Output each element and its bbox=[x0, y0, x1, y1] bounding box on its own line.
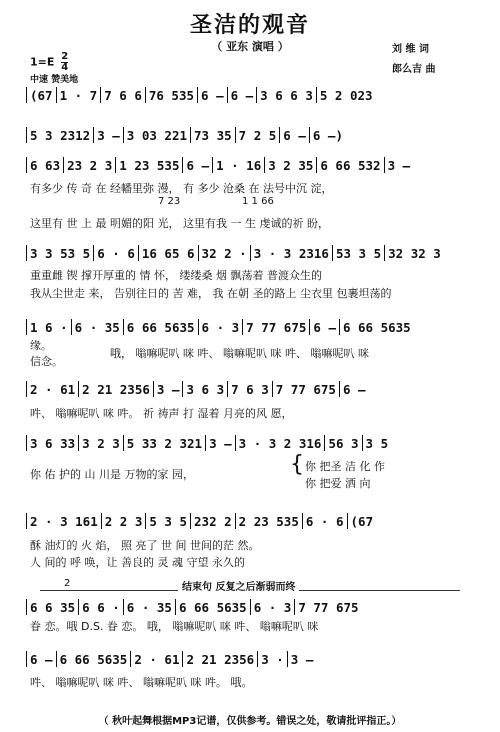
measure: 1 6 · bbox=[26, 319, 72, 335]
upper-note-1166: 1 1 66 bbox=[242, 196, 274, 207]
measure: (67 bbox=[350, 513, 374, 529]
lyric-end1: 缘。 bbox=[30, 339, 52, 352]
measure: 6 · 3 bbox=[199, 319, 244, 335]
lyric-verse-protect: 你 佑 护的 山 川是 万物的家 园， bbox=[30, 468, 194, 481]
measure: 32 32 3 bbox=[388, 245, 441, 261]
measure: 6 · 35 bbox=[124, 599, 176, 615]
measure: 3 6 6 3 bbox=[257, 87, 317, 103]
measure: 5 3 2312 bbox=[26, 127, 94, 143]
lyric-mantra1: 哦， 嗡嘛呢叭 咪 吽、 嗡嘛呢叭 咪 吽、 嗡嘛呢叭 咪 bbox=[110, 347, 369, 360]
lyric-coda1: 眷 恋。哦 D.S. 眷 恋。 哦， 嗡嘛呢叭 咪 吽、 嗡嘛呢叭 咪 bbox=[30, 620, 319, 633]
song-title: 圣洁的观音 bbox=[189, 13, 310, 38]
measure: 7 77 675 bbox=[273, 381, 340, 397]
lyric-verse1-line2: 重重雌 锲 撑开厚重的 情 怀， 缕缕桑 烟 飘荡着 普渡众生的 bbox=[30, 269, 322, 282]
measure: 6 6 · bbox=[79, 599, 124, 615]
tempo-marking: 中速 赞美地 bbox=[30, 75, 79, 85]
score-row bbox=[26, 380, 476, 398]
measure: 3 – bbox=[290, 651, 314, 667]
measure: 2 2 3 bbox=[102, 513, 147, 529]
measure: 3 – bbox=[94, 127, 124, 143]
measure: 3 · 3 2316 bbox=[251, 245, 333, 261]
score-row bbox=[26, 434, 476, 452]
measure: 6 · 35 bbox=[72, 319, 124, 335]
score-row bbox=[26, 126, 476, 144]
measure: 3 5 bbox=[365, 435, 389, 451]
upper-note-723: 7 23 bbox=[158, 196, 181, 207]
ending-number: 2 bbox=[64, 578, 71, 589]
measure: 6 · 3 bbox=[251, 599, 296, 615]
score-row bbox=[26, 86, 476, 104]
measure: 6 66 5635 bbox=[57, 651, 132, 667]
measure: 1 · 7 bbox=[57, 87, 102, 103]
measure: 53 3 5 bbox=[333, 245, 385, 261]
measure: 5 3 5 bbox=[146, 513, 191, 529]
measure: 2 · 61 bbox=[26, 381, 79, 397]
measure: 1 23 535 bbox=[116, 157, 183, 173]
lyric-verse1-line1: 有多少 传 奇 在 经幡里弥 漫， 有 多少 沧桑 在 法号中沉 淀， bbox=[30, 182, 333, 195]
score-row bbox=[26, 244, 476, 262]
transcription-note: （ 秋叶起舞根据MP3记谱，仅供参考。错误之处，敬请批评指正。） bbox=[98, 716, 402, 727]
measure: 6 · 6 bbox=[303, 513, 348, 529]
measure: 6 – bbox=[342, 381, 366, 397]
measure: 6 66 5635 bbox=[124, 319, 199, 335]
measure: 7 77 675 bbox=[298, 599, 359, 615]
measure: 16 65 6 bbox=[139, 245, 199, 261]
measure: 6 – bbox=[183, 157, 213, 173]
measure: 232 2 bbox=[191, 513, 236, 529]
measure: 3 – bbox=[206, 435, 236, 451]
measure: 2 · 3 161 bbox=[26, 513, 102, 529]
measure: 7 6 3 bbox=[228, 381, 273, 397]
measure: 23 2 3 bbox=[64, 157, 116, 173]
measure: 2 21 2356 bbox=[183, 651, 258, 667]
measure: 3 – bbox=[154, 381, 184, 397]
lyric-end2: 信念。 bbox=[30, 355, 63, 368]
measure: 7 6 6 bbox=[101, 87, 146, 103]
measure: 7 77 675 bbox=[243, 319, 310, 335]
measure: 2 23 535 bbox=[236, 513, 303, 529]
measure: 76 535 bbox=[146, 87, 198, 103]
lyricist-credit: 刘 维 词 bbox=[392, 44, 429, 55]
measure: 3 03 221 bbox=[124, 127, 191, 143]
measure: (67 bbox=[26, 87, 57, 103]
measure: 3 6 3 bbox=[183, 381, 228, 397]
ending-instruction: 结束句 反复之后渐弱而终 bbox=[178, 578, 299, 593]
score-row bbox=[26, 598, 476, 616]
score-row bbox=[26, 318, 476, 336]
lyric-mantra2: 吽、 嗡嘛呢叭 咪 吽。 祈 祷声 打 湿着 月亮的风 愿， bbox=[30, 407, 293, 420]
measure: 3 6 33 bbox=[26, 435, 79, 451]
lyric-alt2: 你 把爱 洒 向 bbox=[305, 477, 371, 490]
measure: 5 2 023 bbox=[319, 87, 373, 103]
lyric-lamp: 酥 油灯的 火 焰， 照 亮了 世 间 世间的茫 然。 bbox=[30, 539, 260, 552]
measure: 6 63 bbox=[26, 157, 64, 173]
measure: 2 · 61 bbox=[131, 651, 183, 667]
measure: 73 35 bbox=[191, 127, 236, 143]
measure: 6 66 532 bbox=[317, 157, 384, 173]
key-signature bbox=[30, 52, 68, 73]
measure: 6 – bbox=[198, 87, 228, 103]
measure: 5 33 2 321 bbox=[124, 435, 206, 451]
time-denominator: 4 bbox=[61, 62, 69, 73]
measure: 7 2 5 bbox=[236, 127, 281, 143]
measure: 3 · bbox=[258, 651, 288, 667]
lyric-verse2-line2: 我从尘世走 来， 告别往日的 苦 难， 我 在朝 圣的路上 尘衣里 包裹坦荡的 bbox=[30, 287, 392, 300]
measure: 6 – bbox=[26, 651, 57, 667]
measure: 3 2 3 bbox=[79, 435, 124, 451]
score-row bbox=[26, 512, 476, 530]
lyric-call: 人 间的 呼 唤，让 善良的 灵 魂 守望 永久的 bbox=[30, 556, 245, 569]
score-row bbox=[26, 650, 476, 668]
measure: 6 – bbox=[280, 127, 310, 143]
lyric-alt1: 你 把圣 洁 化 作 bbox=[305, 460, 385, 473]
lyric-coda2: 吽、 嗡嘛呢叭 咪 吽、 嗡嘛呢叭 咪 吽。 哦。 bbox=[30, 676, 253, 689]
key-label: 1=E bbox=[30, 55, 55, 69]
measure: 32 2 · bbox=[199, 245, 251, 261]
measure: 6 –) bbox=[312, 127, 343, 143]
score-row bbox=[26, 156, 476, 174]
performer: （ 亚东 演唱 ） bbox=[211, 40, 289, 53]
measure: 6 – bbox=[228, 87, 258, 103]
measure: 3 2 35 bbox=[265, 157, 317, 173]
composer-credit: 郎么吉 曲 bbox=[392, 64, 436, 75]
measure: 6 66 5635 bbox=[342, 319, 411, 335]
time-numerator: 2 bbox=[61, 51, 69, 62]
lyric-verse2-line1: 这里有 世 上 最 明媚的阳 光， 这里有我 一 生 虔诚的祈 盼， bbox=[30, 217, 329, 230]
measure: 1 · 16 bbox=[213, 157, 265, 173]
time-signature bbox=[61, 52, 68, 73]
measure: 56 3 bbox=[325, 435, 362, 451]
measure: 6 – bbox=[310, 319, 340, 335]
measure: 3 · 3 2 316 bbox=[236, 435, 326, 451]
measure: 3 3 53 5 bbox=[26, 245, 94, 261]
measure: 6 66 5635 bbox=[176, 599, 251, 615]
brace: { bbox=[290, 452, 304, 477]
measure: 2 21 2356 bbox=[79, 381, 154, 397]
measure: 6 6 35 bbox=[26, 599, 79, 615]
measure: 6 · 6 bbox=[94, 245, 139, 261]
measure: 3 – bbox=[387, 157, 411, 173]
